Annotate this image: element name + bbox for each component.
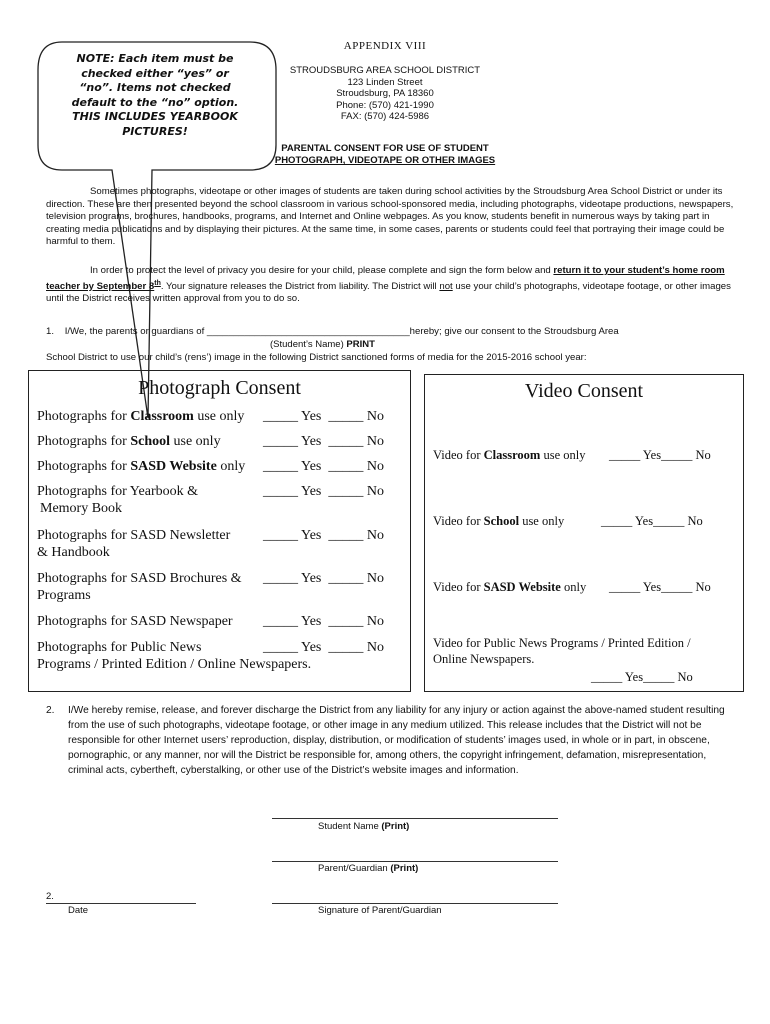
form-title-line: PHOTOGRAPH, VIDEOTAPE OR OTHER IMAGES bbox=[274, 155, 496, 166]
video-consent-row bbox=[433, 513, 733, 529]
appendix-title: APPENDIX VIII bbox=[343, 40, 427, 52]
video-row-label: Video for Classroom use only bbox=[433, 448, 586, 462]
privacy-text: . Your signature releases the District from liability. The District will bbox=[160, 280, 437, 292]
video-consent-box bbox=[424, 374, 744, 692]
district-city: Stroudsburg, PA 18360 bbox=[336, 88, 434, 100]
release-text: I/We hereby remise, release, and forever discharge the District from any liability for any injury or action against the above-named student resulting from the use of such photographs, videotape footage, or other image in any medium utilized. This release includes that the District will not be responsible for other Internet users’ reproduction, display, distribution, or modification of students’ images used, in whole or in part, in obscene, pornographic, or any manner, nor will the District be responsible for, among others, the copyright infringement, defamation, misrepresentation, criminal acts, cybertheft, cyberstalking, or other use of the District’s website images and information. bbox=[68, 705, 725, 776]
photo-row-label-cont: Programs / Printed Edition / Online Newspapers. bbox=[37, 657, 312, 672]
photo-row-label: Photographs for Public News bbox=[37, 640, 202, 655]
student-name-label: (Student’s Name) bbox=[270, 339, 344, 350]
parent-name-label: Parent/Guardian (Print) bbox=[318, 863, 419, 874]
photo-row-label: Photographs for SASD Newsletter bbox=[37, 528, 231, 543]
yes-no-answer[interactable]: _____ Yes _____ No bbox=[263, 409, 384, 424]
signature-line[interactable] bbox=[272, 903, 558, 904]
photo-consent-row bbox=[37, 613, 399, 630]
note-line: NOTE: Each item must be bbox=[76, 52, 234, 65]
note-line: THIS INCLUDES YEARBOOK bbox=[72, 110, 238, 123]
photo-row-label: Photographs for SASD Brochures & bbox=[37, 571, 242, 586]
item1-text[interactable]: I/We, the parents or guardians of ______________________________________hereby; give our consent to the Stroudsburg Area bbox=[64, 326, 619, 337]
photo-row-label-cont: & Handbook bbox=[37, 545, 110, 560]
photo-consent-row bbox=[37, 433, 399, 450]
privacy-text: In order to protect the level of privacy you desire for your child, please complete and sign the form below and bbox=[90, 265, 551, 276]
yes-no-answer[interactable]: _____ Yes _____ No bbox=[263, 459, 384, 474]
video-consent-row bbox=[433, 579, 733, 595]
note-line: “no”. Items not checked bbox=[79, 81, 231, 94]
photo-row-label: Photographs for Classroom use only bbox=[37, 409, 245, 424]
yes-no-answer[interactable]: _____ Yes_____ No bbox=[609, 580, 711, 594]
item-number: 1. bbox=[46, 326, 55, 337]
date-label: Date bbox=[68, 905, 89, 916]
item-number: 2. bbox=[46, 705, 55, 716]
form-title-line: PARENTAL CONSENT FOR USE OF STUDENT bbox=[281, 143, 489, 154]
item1-consent bbox=[46, 326, 736, 339]
student-print-label: PRINT bbox=[346, 339, 375, 350]
parent-name-line[interactable] bbox=[272, 861, 558, 862]
return-deadline: return it to your student’s home room teacher by September 8 bbox=[46, 265, 725, 292]
district-address: 123 Linden Street bbox=[347, 76, 423, 88]
student-name-label: Student Name (Print) bbox=[318, 821, 410, 832]
video-consent-row bbox=[433, 635, 733, 685]
deadline-suffix: th bbox=[154, 279, 161, 287]
note-line: default to the “no” option. bbox=[71, 95, 239, 109]
photograph-consent-box bbox=[28, 370, 411, 692]
privacy-text: use your child’s photographs, videotape footage, or other images until the District receives written approval from you to do so. bbox=[46, 280, 731, 305]
yes-no-answer[interactable]: _____ Yes_____ No bbox=[609, 448, 711, 462]
not-emphasis: not bbox=[439, 280, 453, 292]
student-name-caption bbox=[270, 339, 375, 350]
note-callout-text bbox=[50, 52, 260, 139]
intro-paragraph bbox=[46, 186, 736, 249]
district-phone: Phone: (570) 421-1990 bbox=[336, 99, 434, 111]
date-item-number: 2. bbox=[46, 891, 54, 902]
photo-consent-row bbox=[37, 639, 399, 673]
photo-row-label: Photographs for SASD Website only bbox=[37, 459, 246, 474]
photo-row-label: Photographs for SASD Newspaper bbox=[37, 614, 233, 629]
yes-no-answer[interactable]: _____ Yes _____ No bbox=[263, 640, 384, 655]
yes-no-answer[interactable]: _____ Yes _____ No bbox=[263, 484, 384, 499]
date-line[interactable] bbox=[46, 903, 196, 904]
video-consent-row bbox=[433, 447, 733, 463]
photo-row-label-cont: Memory Book bbox=[40, 501, 123, 516]
photo-consent-row bbox=[37, 527, 399, 561]
yes-no-answer[interactable]: _____ Yes_____ No bbox=[601, 514, 703, 528]
district-name: STROUDSBURG AREA SCHOOL DISTRICT bbox=[289, 65, 481, 76]
item1-continuation: School District to use our child’s (rens’) image in the following District sanctioned forms of media for the 2015-2016 school year: bbox=[46, 352, 587, 363]
form-title bbox=[230, 143, 540, 167]
district-fax: FAX: (570) 424-5986 bbox=[340, 111, 430, 123]
yes-no-answer[interactable]: _____ Yes _____ No bbox=[263, 614, 384, 629]
note-line: checked either “yes” or bbox=[81, 66, 229, 80]
photo-consent-row bbox=[37, 458, 399, 475]
photo-row-label-cont: Programs bbox=[37, 588, 91, 603]
photo-consent-row bbox=[37, 570, 399, 604]
intro-text: Sometimes photographs, videotape or other images of students are taken during school activities by the Stroudsburg Area School District or under its direction. These are then presented beyond the school classroom in various school-sponsored media, including photographs, videotape productions, newspapers, television programs, brochures, handbooks, programs, and Internet and Online webpages. As you know, students benefit in numerous ways by taking part in creating media publications and by displaying their pictures. At the same time, in some cases, parents or students could feel that portraying their image could be harmful to them. bbox=[46, 186, 734, 247]
video-consent-title: Video Consent bbox=[524, 380, 644, 402]
student-name-line[interactable] bbox=[272, 818, 558, 819]
privacy-paragraph bbox=[46, 265, 736, 306]
photograph-consent-title: Photograph Consent bbox=[138, 377, 301, 399]
video-row-label: Video for School use only bbox=[433, 514, 565, 528]
video-row-label: Video for Public News Programs / Printed Edition / bbox=[433, 636, 691, 650]
signature-label: Signature of Parent/Guardian bbox=[318, 905, 442, 916]
photo-consent-row bbox=[37, 408, 399, 425]
photo-row-label: Photographs for School use only bbox=[37, 434, 221, 449]
yes-no-answer[interactable]: _____ Yes_____ No bbox=[591, 670, 693, 684]
note-line: PICTURES! bbox=[122, 124, 188, 138]
yes-no-answer[interactable]: _____ Yes _____ No bbox=[263, 434, 384, 449]
yes-no-answer[interactable]: _____ Yes _____ No bbox=[263, 571, 384, 586]
video-row-label: Video for SASD Website only bbox=[433, 580, 587, 594]
photo-consent-row bbox=[37, 483, 399, 517]
release-clause bbox=[46, 703, 736, 778]
photo-row-label: Photographs for Yearbook & bbox=[37, 484, 198, 499]
yes-no-answer[interactable]: _____ Yes _____ No bbox=[263, 528, 384, 543]
video-row-label-cont: Online Newspapers. bbox=[433, 652, 535, 666]
district-header bbox=[260, 65, 510, 123]
